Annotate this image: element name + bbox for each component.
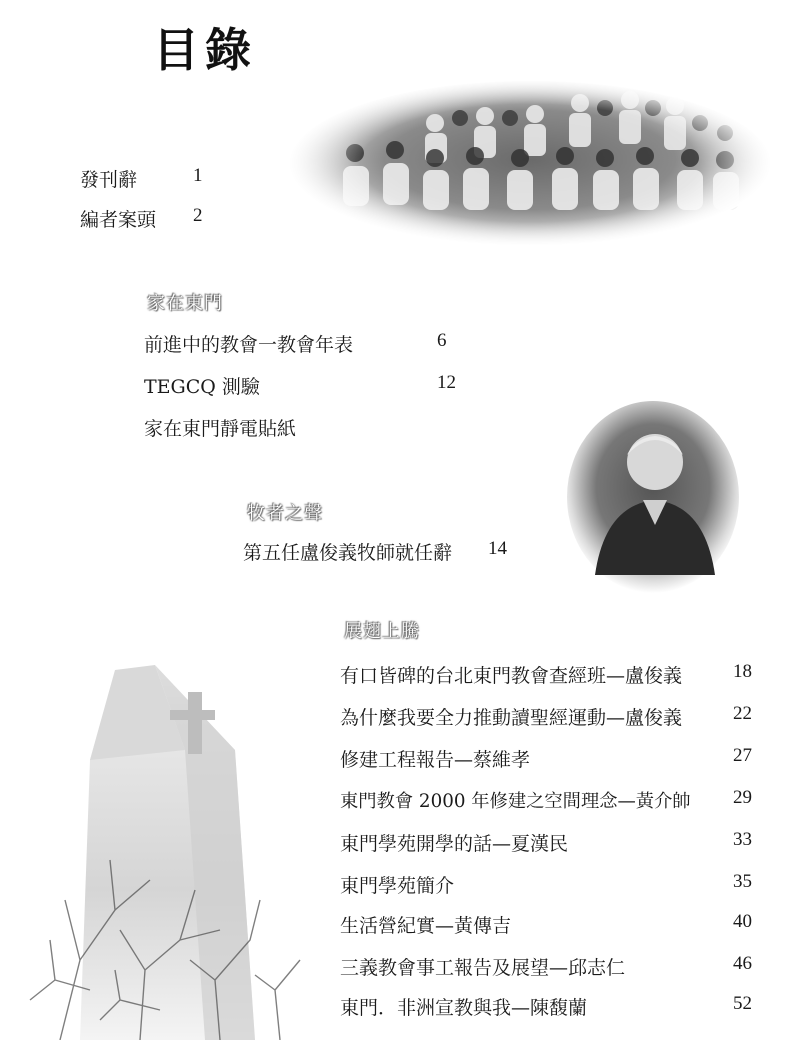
group-photo (285, 78, 775, 248)
toc-entry-title: 修建工程報告—蔡維孝 (340, 749, 531, 771)
toc-entry-title: 東門教會 2000 年修建之空間理念—黃介帥 (340, 791, 691, 812)
toc-entry-page: 46 (733, 953, 752, 974)
toc-entry-page: 40 (733, 911, 752, 932)
toc-entry-title: 東門學苑簡介 (340, 875, 455, 897)
toc-entry-page: 22 (733, 703, 752, 724)
toc-entry-page: 52 (733, 993, 752, 1014)
toc-entry-title: 東門．非洲宣教與我—陳馥蘭 (340, 997, 588, 1019)
toc-entry-title: 發刊辭 (80, 169, 138, 191)
toc-entry-page: 1 (193, 165, 203, 186)
toc-entry-title: 三義教會事工報告及展望—邱志仁 (340, 957, 626, 979)
church-tower-photo (20, 640, 330, 1040)
page-title: 目錄 (153, 23, 257, 77)
toc-entry-title: 東門學苑開學的話—夏漢民 (340, 833, 569, 855)
toc-entry-page: 18 (733, 661, 752, 682)
toc-entry-page: 2 (193, 205, 203, 226)
section-label: 展翅上騰 (344, 621, 420, 642)
section-label: 家在東門 (147, 293, 223, 314)
toc-entry-title: TEGCQ 測驗 (144, 376, 260, 398)
toc-entry-page: 27 (733, 745, 752, 766)
toc-entry-title: 編者案頭 (80, 209, 157, 231)
toc-entry-page: 35 (733, 871, 752, 892)
toc-entry-title: 前進中的教會一教會年表 (144, 334, 354, 356)
pastor-photo (565, 400, 740, 595)
toc-entry-title: 生活營紀實—黃傳吉 (340, 915, 512, 937)
toc-entry-page: 14 (488, 538, 507, 559)
toc-entry-page: 29 (733, 787, 752, 808)
toc-entry-title: 為什麼我要全力推動讀聖經運動—盧俊義 (340, 707, 683, 729)
toc-entry-title: 家在東門靜電貼紙 (144, 418, 297, 440)
toc-entry-title: 第五任盧俊義牧師就任辭 (243, 542, 453, 564)
toc-entry-page: 6 (437, 330, 447, 351)
section-label: 牧者之聲 (247, 503, 323, 524)
toc-entry-page: 33 (733, 829, 752, 850)
toc-entry-page: 12 (437, 372, 456, 393)
toc-entry-title: 有口皆碑的台北東門教會查經班—盧俊義 (340, 665, 683, 687)
